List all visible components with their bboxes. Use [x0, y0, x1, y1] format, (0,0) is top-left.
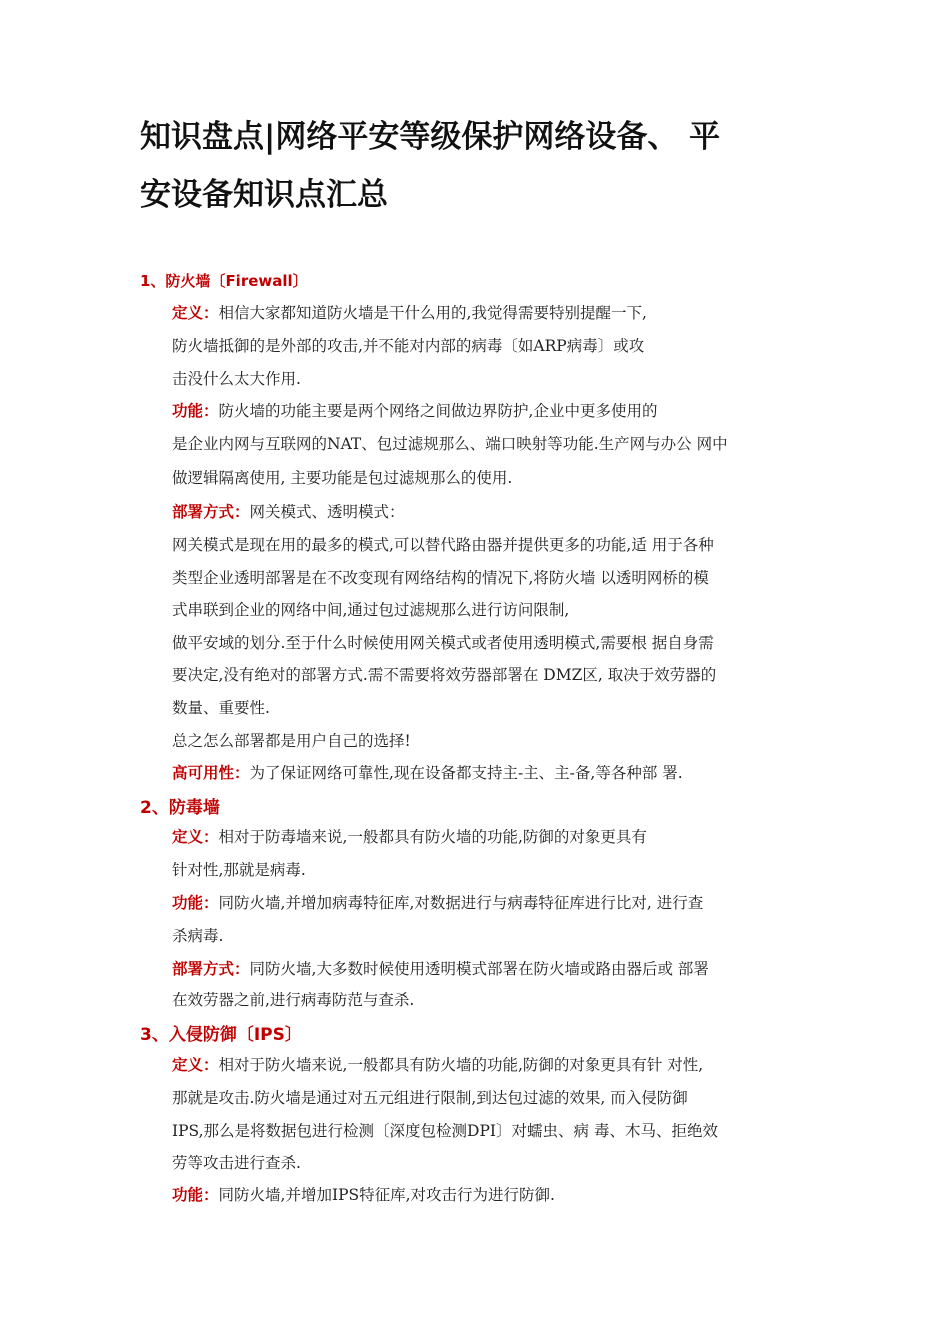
body-line: 定义：相对于防火墙来说,一般都具有防火墙的功能,防御的对象更具有针 对性, [172, 1056, 704, 1074]
section-heading-firewall: 1、防火墙〔Firewall〕 [140, 272, 308, 290]
body-line: 功能：同防火墙,并增加IPS特征库,对攻击行为进行防御. [172, 1186, 555, 1204]
body-line: 功能：同防火墙,并增加病毒特征库,对数据进行与病毒特征库进行比对, 进行查 [172, 894, 704, 912]
body-line: IPS,那么是将数据包进行检测〔深度包检测DPI〕对蠕虫、病 毒、木马、拒绝效 [172, 1122, 718, 1140]
title-line-2: 安设备知识点汇总 [140, 177, 388, 213]
body-line: 定义：相信大家都知道防火墙是干什么用的,我觉得需要特别提醒一下, [172, 304, 647, 322]
body-line: 类型企业透明部署是在不改变现有网络结构的情况下,将防火墙 以透明网桥的模 [172, 569, 709, 587]
body-line: 在效劳器之前,进行病毒防范与查杀. [172, 991, 415, 1009]
body-line: 网关模式是现在用的最多的模式,可以替代路由器并提供更多的功能,适 用于各种 [172, 536, 714, 554]
body-line: 功能：防火墙的功能主要是两个网络之间做边界防护,企业中更多使用的 [172, 402, 658, 420]
section-heading-ips: 3、入侵防御〔IPS〕 [140, 1025, 302, 1045]
body-line: 要决定,没有绝对的部署方式.需不需要将效劳器部署在 DMZ区, 取决于效劳器的 [172, 666, 717, 684]
body-line: 劳等攻击进行查杀. [172, 1154, 301, 1172]
body-line: 做逻辑隔离使用, 主要功能是包过滤规那么的使用. [172, 469, 513, 487]
body-line: 部署方式：网关模式、透明模式： [172, 503, 405, 521]
body-line: 数量、重要性. [172, 699, 270, 717]
body-line: 高可用性：为了保证网络可靠性,现在设备都支持主-主、主-备,等各种部 署. [172, 764, 683, 782]
section-heading-antivirus-wall: 2、防毒墙 [140, 798, 220, 818]
body-line: 做平安域的划分.至于什么时候使用网关模式或者使用透明模式,需要根 据自身需 [172, 634, 714, 652]
page-title [140, 108, 820, 224]
body-line: 式串联到企业的网络中间,通过包过滤规那么进行访问限制, [172, 601, 570, 619]
body-line: 定义：相对于防毒墙来说,一般都具有防火墙的功能,防御的对象更具有 [172, 828, 647, 846]
body-line: 防火墙抵御的是外部的攻击,并不能对内部的病毒〔如ARP病毒〕或攻 [172, 337, 645, 355]
body-line: 针对性,那就是病毒. [172, 861, 306, 879]
body-line: 杀病毒. [172, 927, 224, 945]
title-line-1: 知识盘点|网络平安等级保护网络设备、 平 [140, 119, 721, 155]
body-line: 是企业内网与互联网的NAT、包过滤规那么、端口映射等功能.生产网与办公 网中 [172, 435, 728, 453]
body-line: 那就是攻击.防火墙是通过对五元组进行限制,到达包过滤的效果, 而入侵防御 [172, 1089, 688, 1107]
body-line: 击没什么太大作用. [172, 370, 301, 388]
body-line: 部署方式：同防火墙,大多数时候使用透明模式部署在防火墙或路由器后或 部署 [172, 960, 709, 978]
body-line: 总之怎么部署都是用户自己的选择! [172, 732, 411, 750]
